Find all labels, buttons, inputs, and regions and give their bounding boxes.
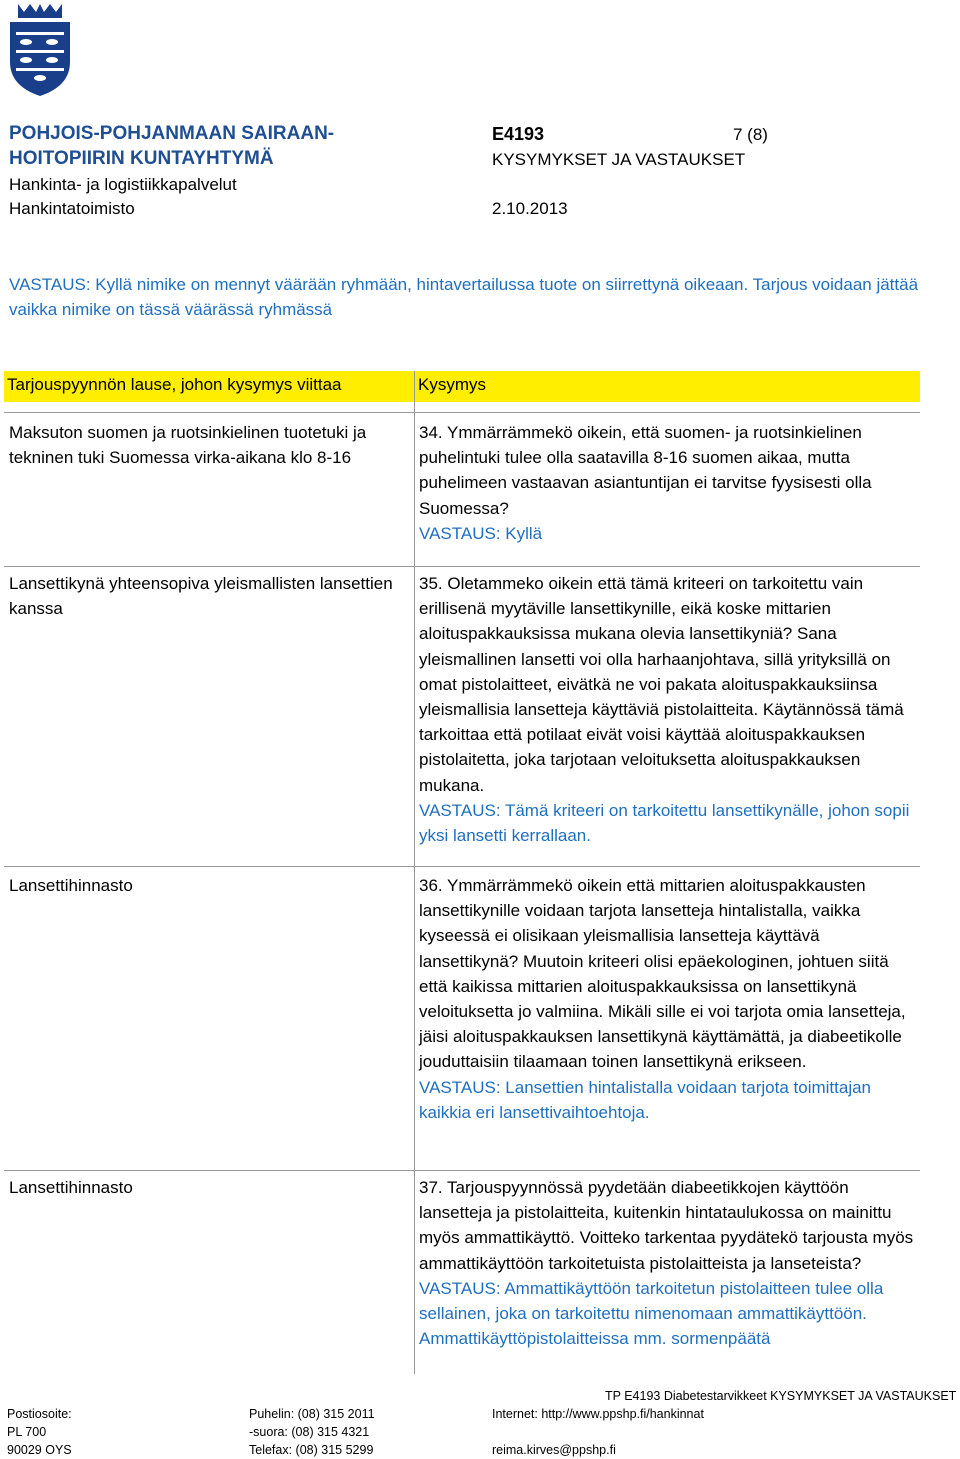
question-cell	[419, 571, 919, 848]
document-title: KYSYMYKSET JA VASTAUKSET	[492, 150, 746, 169]
row-divider	[4, 566, 920, 567]
row-divider	[4, 412, 920, 413]
answer-text: VASTAUS: Kyllä	[419, 523, 543, 543]
document-code: E4193	[492, 124, 545, 144]
question-cell	[419, 420, 919, 546]
coat-of-arms-logo	[4, 2, 76, 98]
row-divider	[4, 866, 920, 867]
footer-direct-phone: -suora: (08) 315 4321	[249, 1425, 370, 1439]
row-divider	[4, 1170, 920, 1171]
footer-doc-ref: TP E4193 Diabetestarvikkeet KYSYMYKSET JA VASTAUKSET	[605, 1389, 957, 1403]
question-text: 37. Tarjouspyynnössä pyydetään diabeetikkojen käyttöön lansetteja ja pistolaitteita, kuitenkin hintataulukossa on mainittu myös ammattikäyttö. Voitteko tarkentaa pyydätekö tarjousta myös ammattikäyttöön tarkoitetuista pistolaitteista ja lanseteista?	[419, 1178, 914, 1273]
col1-header: Tarjouspyynnön lause, johon kysymys viittaa	[4, 371, 414, 402]
clause-cell: Lansettikynä yhteensopiva yleismallisten lansettien kanssa	[9, 574, 393, 619]
footer-fax: Telefax: (08) 315 5299	[249, 1443, 374, 1457]
org-name-line1: POHJOIS-POHJANMAAN SAIRAAN-	[9, 123, 335, 144]
intro-answer: VASTAUS: Kyllä nimike on mennyt väärään ryhmään, hintavertailussa tuote on siirrettynä oikeaan. Tarjous voidaan jättää vaikka nimike on tässä väärässä ryhmässä	[9, 275, 919, 319]
question-text: 36. Ymmärrämmekö oikein että mittarien aloituspakkausten lansettikynille voidaan tarjota lansetteja hintalistalla, vaikka kyseessä ei olisikaan yleismallisia lansetteja käyttävä lansettikynä? Muutoin kriteeri olisi epäekologinen, johtuen siitä että kaikissa mittarien aloituspakkauksissa on lansettikynä veloituksetta jo valmiina. Mikäli sille ei voi tarjota omia lansetteja, jäisi aloituspakkauksen lansettikynä käyttämättä, ja diabeetikolle jouduttaisiin tilaamaan toinen lansettikynä erikseen.	[419, 876, 906, 1072]
department: Hankinta- ja logistiikkapalvelut	[9, 175, 237, 194]
clause-cell: Lansettihinnasto	[9, 876, 133, 895]
footer-email-link[interactable]: reima.kirves@ppshp.fi	[492, 1443, 616, 1457]
org-name-line2: HOITOPIIRIN KUNTAYHTYMÄ	[9, 148, 274, 169]
office: Hankintatoimisto	[9, 199, 135, 218]
answer-text: VASTAUS: Ammattikäyttöön tarkoitetun pistolaitteen tulee olla sellainen, joka on tarkoitettu nimenomaan ammattikäyttöön. Ammattikäyttöpistolaitteissa mm. sormenpäätä	[419, 1278, 884, 1349]
answer-text: VASTAUS: Tämä kriteeri on tarkoitettu lansettikynälle, johon sopii yksi lansetti kerrallaan.	[419, 800, 910, 846]
question-text: 35. Oletammeko oikein että tämä kriteeri on tarkoitettu vain erillisenä myytäville lansettikynille, eikä koske mittarien aloituspakkauksissa mukana olevia lansettikyniä? Sana yleismallinen lansetti voi olla harhaanjohtava, sillä yrityksillä on omat pistolaitteet, eivätkä ne voi pakata aloituspakkauksiinsa yleismallisia lansetteja käyttäviä pistolaitteita. Käytännössä tämä tarkoittaa että potilaat eivät voisi käyttää aloituspakkauksen pistolaitetta, joka tarjotaan veloituksetta aloituspakkauksen mukana.	[419, 574, 904, 795]
document-date: 2.10.2013	[492, 199, 568, 218]
answer-text: VASTAUS: Lansettien hintalistalla voidaan tarjota toimittajan kaikkia eri lansettivaihtoehtoja.	[419, 1077, 872, 1122]
footer-phone: Puhelin: (08) 315 2011	[249, 1407, 375, 1421]
question-cell	[419, 1175, 919, 1371]
col2-header: Kysymys	[415, 371, 920, 402]
question-cell	[419, 873, 919, 1125]
question-text: 34. Ymmärrämmekö oikein, että suomen- ja ruotsinkielinen puhelintuki tulee olla saatavilla 8-16 suomen aikaa, mutta puhelimeen vastaavan asiantuntijan ei tarvitse fyysisesti olla Suomessa?	[419, 423, 872, 518]
clause-cell: Lansettihinnasto	[9, 1178, 133, 1197]
footer-internet-link[interactable]: Internet: http://www.ppshp.fi/hankinnat	[492, 1407, 704, 1421]
clause-cell: Maksuton suomen ja ruotsinkielinen tuotetuki ja tekninen tuki Suomessa virka-aikana klo 8-16	[9, 423, 367, 468]
column-divider	[414, 371, 415, 1374]
footer-postal-label: Postiosoite:	[7, 1407, 72, 1421]
footer-city: 90029 OYS	[7, 1443, 72, 1457]
footer-po-box: PL 700	[7, 1425, 47, 1439]
page-number: 7 (8)	[733, 125, 768, 144]
